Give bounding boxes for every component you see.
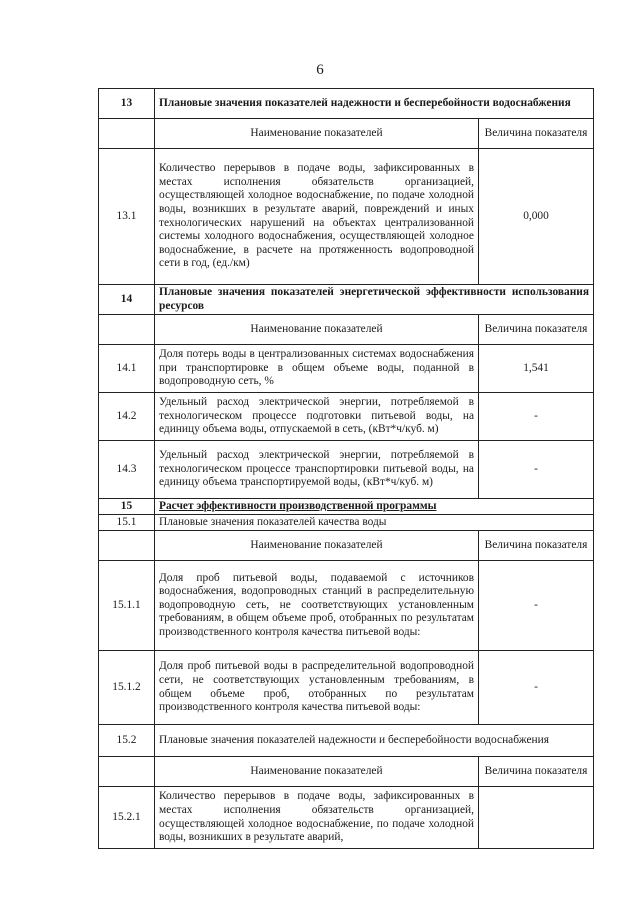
header-name-cell: Наименование показателей	[155, 531, 479, 561]
subsection-title: Плановые значения показателей качества воды	[155, 515, 594, 531]
indicators-table	[98, 88, 594, 849]
section-title	[155, 499, 594, 515]
row-number: 13.1	[99, 149, 155, 285]
empty-cell	[99, 531, 155, 561]
row-value	[479, 787, 594, 849]
table-row	[99, 149, 594, 285]
header-name-cell: Наименование показателей	[155, 119, 479, 149]
row-description: Количество перерывов в подаче воды, зафиксированных в местах исполнения обязательств организацией, осуществляющей холодное водоснабжение, по подаче холодной воды, возникших в результате аварий,	[155, 787, 479, 849]
section-number: 13	[99, 89, 155, 119]
row-description: Доля потерь воды в централизованных системах водоснабжения при транспортировке в общем объеме воды, поданной в водопроводную сеть, %	[155, 345, 479, 393]
header-value-cell: Величина показателя	[479, 119, 594, 149]
empty-cell	[99, 315, 155, 345]
subsection-title: Плановые значения показателей надежности и бесперебойности водоснабжения	[155, 725, 594, 757]
table-row	[99, 441, 594, 499]
row-number: 15.2.1	[99, 787, 155, 849]
subsection-number: 15.2	[99, 725, 155, 757]
header-value-cell: Величина показателя	[479, 315, 594, 345]
table-row	[99, 787, 594, 849]
row-value: -	[479, 393, 594, 441]
table-row	[99, 393, 594, 441]
section-title-text: Расчет эффективности производственной программы	[159, 499, 437, 512]
row-number: 14.3	[99, 441, 155, 499]
empty-cell	[99, 119, 155, 149]
section-15-row	[99, 499, 594, 515]
table-row	[99, 561, 594, 651]
table-header-row	[99, 119, 594, 149]
table-header-row	[99, 531, 594, 561]
section-title: Плановые значения показателей надежности и бесперебойности водоснабжения	[155, 89, 594, 119]
row-number: 14.2	[99, 393, 155, 441]
header-name-cell: Наименование показателей	[155, 757, 479, 787]
subsection-15-1-row	[99, 515, 594, 531]
section-title: Плановые значения показателей энергетической эффективности использования ресурсов	[155, 285, 594, 315]
section-number: 14	[99, 285, 155, 315]
header-value-cell: Величина показателя	[479, 757, 594, 787]
subsection-number: 15.1	[99, 515, 155, 531]
section-13-row	[99, 89, 594, 119]
section-number: 15	[99, 499, 155, 515]
row-description: Доля проб питьевой воды в распределительной водопроводной сети, не соответствующих установленным требованиям, в общем объеме проб, отобранных по результатам производственного контроля качества питьевой воды:	[155, 651, 479, 725]
table-header-row	[99, 315, 594, 345]
row-number: 14.1	[99, 345, 155, 393]
section-14-row	[99, 285, 594, 315]
table-row	[99, 345, 594, 393]
row-description: Удельный расход электрической энергии, потребляемой в технологическом процессе транспортировки питьевой воды, на единицу объема транспортируемой воды, (кВт*ч/куб. м)	[155, 441, 479, 499]
row-value: -	[479, 561, 594, 651]
table-row	[99, 651, 594, 725]
header-value-cell: Величина показателя	[479, 531, 594, 561]
subsection-15-2-row	[99, 725, 594, 757]
row-description: Количество перерывов в подаче воды, зафиксированных в местах исполнения обязательств организацией, осуществляющей холодное водоснабжение, по подаче холодной воды, возникших в результате аварий, повреждений и иных технологических нарушений на объектах централизованной системы холодного водоснабжения, осуществляющей холодное водоснабжение, в расчете на протяженность водопроводной сети в год, (ед./км)	[155, 149, 479, 285]
row-number: 15.1.1	[99, 561, 155, 651]
header-name-cell: Наименование показателей	[155, 315, 479, 345]
row-value: 0,000	[479, 149, 594, 285]
row-value: -	[479, 651, 594, 725]
table-header-row	[99, 757, 594, 787]
empty-cell	[99, 757, 155, 787]
page-number: 6	[316, 62, 324, 78]
row-value: -	[479, 441, 594, 499]
row-value: 1,541	[479, 345, 594, 393]
row-description: Доля проб питьевой воды, подаваемой с источников водоснабжения, водопроводных станций в распределительную водопроводную сеть, не соответствующих установленным требованиям, в общем объеме проб, отобранных по результатам производственного контроля качества питьевой воды:	[155, 561, 479, 651]
row-number: 15.1.2	[99, 651, 155, 725]
row-description: Удельный расход электрической энергии, потребляемой в технологическом процессе подготовки питьевой воды, на единицу объема воды, отпускаемой в сеть, (кВт*ч/куб. м)	[155, 393, 479, 441]
